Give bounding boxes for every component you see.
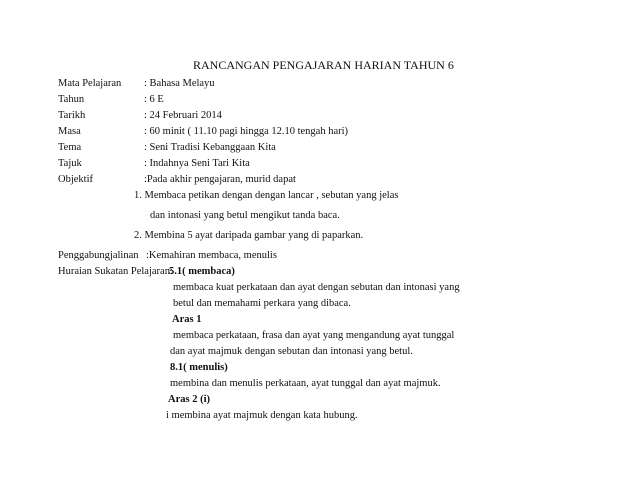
integration-value: :Kemahiran membaca, menulis [146,250,277,261]
huraian-line-4: dan ayat majmuk dengan sebutan dan intonasi yang betul. [170,346,413,357]
huraian-line-6: i membina ayat majmuk dengan kata hubung. [166,410,358,421]
objective-1-line-1: 1. Membaca petikan dengan dengan lancar , sebutan yang jelas [134,190,399,201]
field-value-masa: : 60 minit ( 11.10 pagi hingga 12.10 tengah hari) [144,126,349,137]
huraian-line-3: membaca perkataan, frasa dan ayat yang mengandung ayat tunggal [173,330,455,341]
field-label-tarikh: Tarikh [58,110,86,121]
field-label-tajuk: Tajuk [58,158,82,169]
field-value-mata-pelajaran: : Bahasa Melayu [144,78,215,89]
field-value-tajuk: : Indahnya Seni Tari Kita [144,158,250,169]
field-label-objektif: Objektif [58,174,93,185]
huraian-line-1: membaca kuat perkataan dan ayat dengan sebutan dan intonasi yang [173,282,460,293]
huraian-code-8-1: 8.1( menulis) [170,362,228,373]
field-label-masa: Masa [58,126,81,137]
aras-1-heading: Aras 1 [172,314,202,325]
huraian-code-5-1: 5.1( membaca) [169,266,235,277]
field-label-tahun: Tahun [58,94,85,105]
huraian-line-2: betul dan memahami perkara yang dibaca. [173,298,351,309]
field-label-mata-pelajaran: Mata Pelajaran [58,78,122,89]
field-value-objektif: :Pada akhir pengajaran, murid dapat [144,174,296,185]
field-value-tema: : Seni Tradisi Kebanggaan Kita [144,142,276,153]
document-title: RANCANGAN PENGAJARAN HARIAN TAHUN 6 [193,58,454,72]
objective-1-line-2: dan intonasi yang betul mengikut tanda baca. [150,210,340,221]
aras-2-heading: Aras 2 (i) [168,394,210,405]
field-value-tahun: : 6 E [144,94,164,105]
huraian-line-5: membina dan menulis perkataan, ayat tunggal dan ayat majmuk. [170,378,441,389]
huraian-label: Huraian Sukatan Pelajaran: [58,266,173,277]
field-value-tarikh: : 24 Februari 2014 [144,110,222,121]
objective-2: 2. Membina 5 ayat daripada gambar yang di paparkan. [134,230,364,241]
integration-label: Penggabungjalinan [58,250,139,261]
field-label-tema: Tema [58,142,82,153]
